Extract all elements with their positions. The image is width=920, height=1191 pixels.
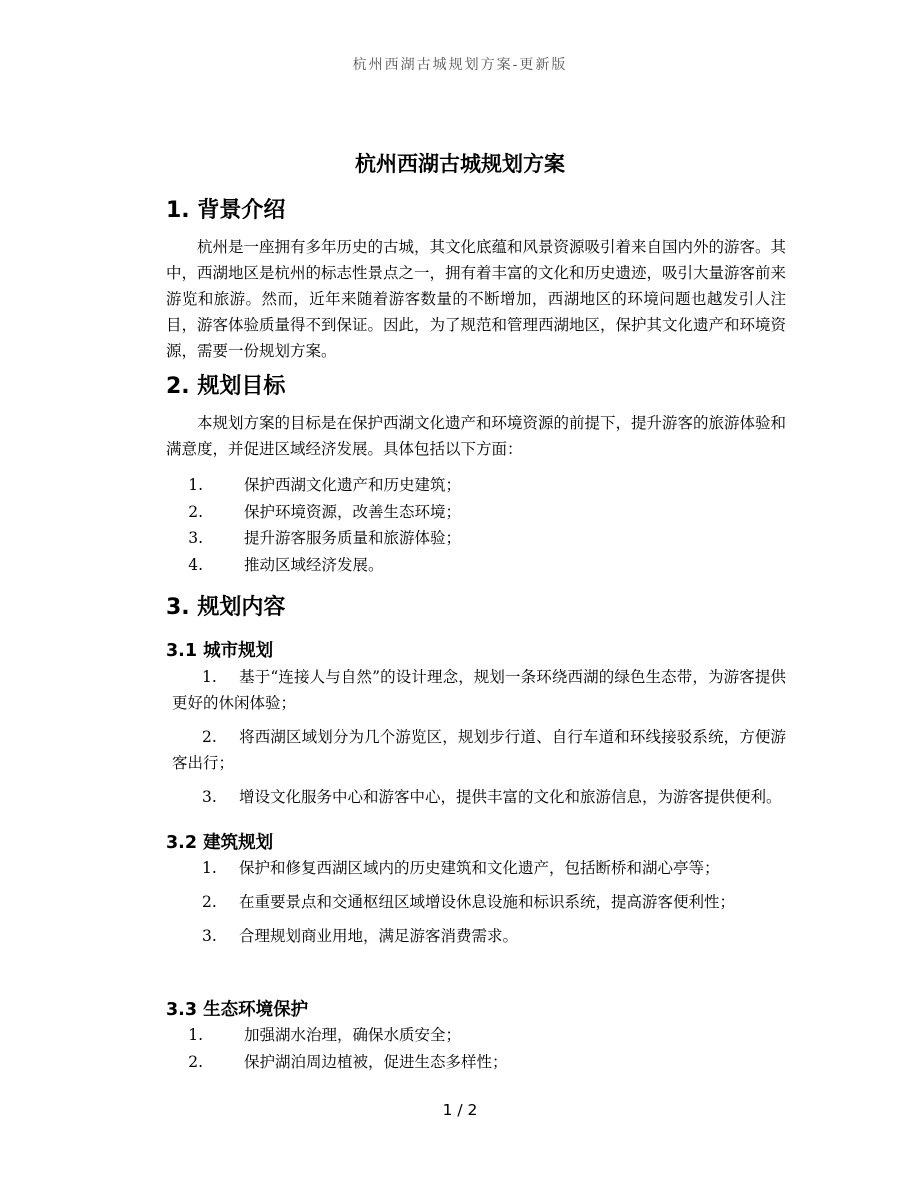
section-heading-content: 3. 规划内容 bbox=[166, 595, 286, 620]
architecture-planning-list bbox=[172, 855, 786, 957]
list-item bbox=[166, 472, 786, 499]
list-item bbox=[172, 784, 786, 810]
page-number: 1 / 2 bbox=[442, 1101, 478, 1119]
list-item bbox=[166, 499, 786, 526]
list-item bbox=[172, 724, 786, 776]
list-item bbox=[166, 1049, 786, 1076]
list-number: 3. bbox=[202, 788, 217, 806]
list-text: 提升游客服务质量和旅游体验； bbox=[244, 529, 462, 547]
list-number: 4. bbox=[188, 555, 203, 574]
goals-list bbox=[166, 472, 786, 578]
list-item bbox=[172, 923, 786, 949]
list-item bbox=[172, 664, 786, 716]
subsection-heading-architecture: 3.2 建筑规划 bbox=[166, 833, 274, 853]
list-number: 2. bbox=[188, 502, 203, 521]
section-heading-background: 1. 背景介绍 bbox=[166, 198, 286, 223]
list-number: 2. bbox=[202, 728, 217, 746]
list-item bbox=[172, 889, 786, 915]
list-text: 保护环境资源，改善生态环境； bbox=[244, 502, 462, 521]
background-paragraph: 杭州是一座拥有多年历史的古城，其文化底蕴和风景资源吸引着来自国内外的游客。其中，西湖地区是杭州的标志性景点之一，拥有着丰富的文化和历史遗迹，吸引大量游客前来游览和旅游。然而，近年来随着游客数量的不断增加，西湖地区的环境问题也越发引人注目，游客体验质量得不到保证。因此，为了规范和管理西湖地区，保护其文化遗产和环境资源，需要一份规划方案。 bbox=[166, 238, 787, 360]
list-text: 保护和修复西湖区域内的历史建筑和文化遗产，包括断桥和湖心亭等； bbox=[239, 859, 720, 877]
list-item bbox=[166, 525, 786, 552]
document-title: 杭州西湖古城规划方案 bbox=[355, 152, 565, 176]
list-item bbox=[166, 552, 786, 579]
list-text: 保护湖泊周边植被，促进生态多样性； bbox=[244, 1052, 508, 1071]
list-text: 基于“连接人与自然”的设计理念，规划一条环绕西湖的绿色生态带，为游客提供更好的休闲体验； bbox=[172, 668, 786, 712]
list-text: 加强湖水治理，确保水质安全； bbox=[244, 1026, 462, 1044]
list-number: 1. bbox=[202, 668, 217, 686]
ecology-protection-list bbox=[166, 1022, 786, 1075]
list-text: 在重要景点和交通枢纽区域增设休息设施和标识系统，提高游客便利性； bbox=[239, 893, 736, 911]
list-number: 2. bbox=[188, 1052, 203, 1071]
list-number: 3. bbox=[202, 927, 217, 945]
list-number: 1. bbox=[202, 859, 217, 877]
goals-paragraph: 本规划方案的目标是在保护西湖文化遗产和环境资源的前提下，提升游客的旅游体验和满意度，并促进区域经济发展。具体包括以下方面： bbox=[166, 414, 787, 458]
list-number: 1. bbox=[188, 1026, 203, 1044]
list-item bbox=[172, 855, 786, 881]
urban-planning-list bbox=[172, 664, 786, 818]
list-number: 3. bbox=[188, 529, 203, 547]
list-number: 2. bbox=[202, 893, 217, 911]
subsection-heading-urban: 3.1 城市规划 bbox=[166, 641, 274, 661]
section-heading-goals: 2. 规划目标 bbox=[166, 374, 286, 399]
list-text: 推动区域经济发展。 bbox=[244, 555, 384, 574]
list-number: 1. bbox=[188, 476, 203, 494]
subsection-heading-ecology: 3.3 生态环境保护 bbox=[166, 1000, 309, 1020]
list-text: 保护西湖文化遗产和历史建筑； bbox=[244, 476, 462, 494]
list-item bbox=[166, 1022, 786, 1049]
list-text: 将西湖区域划分为几个游览区，规划步行道、自行车道和环线接驳系统，方便游客出行； bbox=[172, 728, 786, 772]
page-header: 杭州西湖古城规划方案-更新版 bbox=[352, 57, 568, 73]
list-text: 合理规划商业用地，满足游客消费需求。 bbox=[239, 927, 519, 945]
list-text: 增设文化服务中心和游客中心，提供丰富的文化和旅游信息，为游客提供便利。 bbox=[239, 788, 782, 806]
